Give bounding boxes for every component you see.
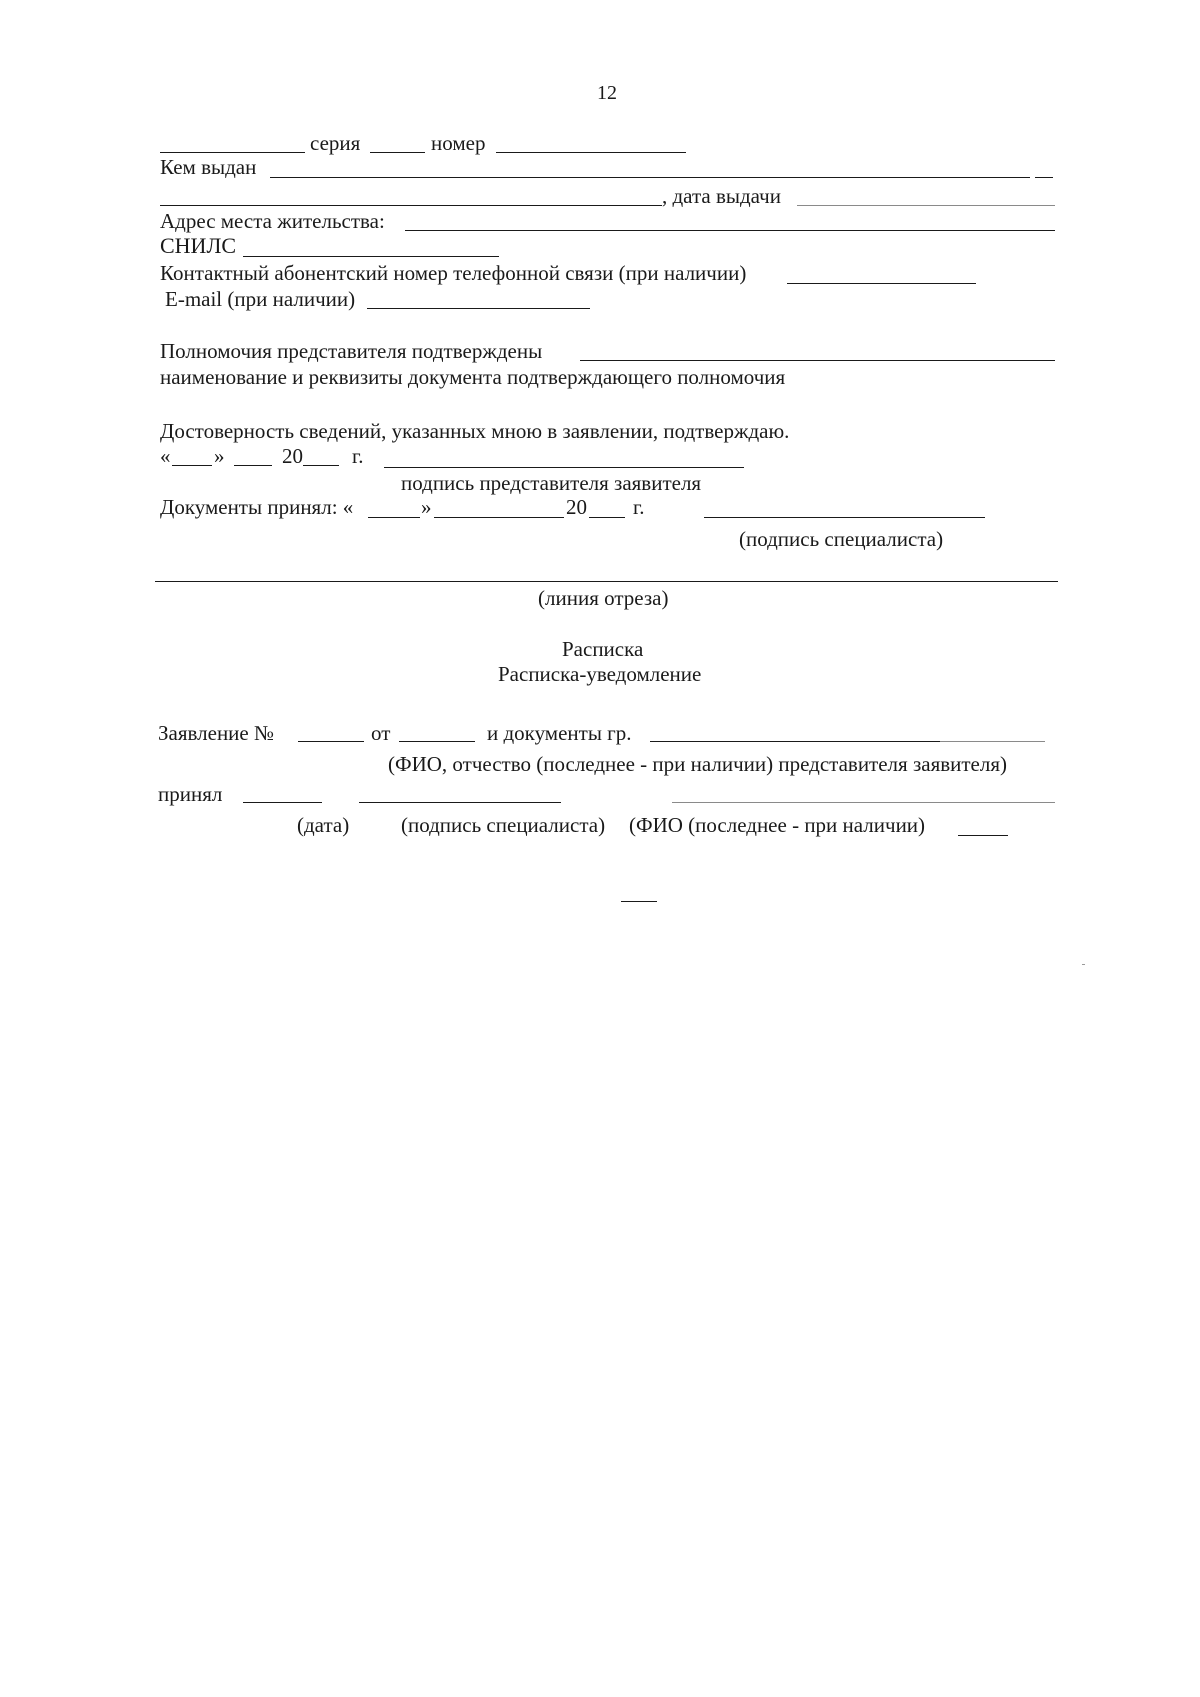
- confirmation-open-quote: «: [160, 444, 171, 468]
- received-year-blank[interactable]: [589, 517, 625, 518]
- number-label: номер: [431, 131, 486, 155]
- application-label: Заявление №: [158, 721, 275, 745]
- issued-by-blank[interactable]: [270, 177, 1030, 178]
- date-caption: (дата): [297, 813, 350, 837]
- address-blank[interactable]: [405, 230, 1055, 231]
- cut-line-caption: (линия отреза): [538, 586, 669, 610]
- authority-caption: наименование и реквизиты документа подтверждающего полномочия: [160, 365, 786, 389]
- confirmation-close-quote: »: [214, 444, 225, 468]
- accepted-fio-blank[interactable]: [672, 802, 1055, 803]
- confirmation-day-blank[interactable]: [172, 465, 212, 466]
- issued-by-label: Кем выдан: [160, 155, 257, 179]
- phone-label: Контактный абонентский номер телефонной связи (при наличии): [160, 261, 747, 285]
- specialist-signature-blank[interactable]: [704, 517, 985, 518]
- number-blank[interactable]: [496, 152, 686, 153]
- representative-signature-caption: подпись представителя заявителя: [401, 471, 702, 495]
- representative-signature-blank[interactable]: [384, 467, 744, 468]
- document-type-blank[interactable]: [160, 152, 305, 153]
- scan-speck: [1082, 964, 1085, 965]
- confirmation-month-blank[interactable]: [234, 465, 272, 466]
- cut-line: [155, 581, 1058, 582]
- received-year-prefix: 20: [566, 495, 587, 519]
- issue-date-label: , дата выдачи: [662, 184, 781, 208]
- series-blank[interactable]: [370, 152, 425, 153]
- application-date-blank[interactable]: [399, 741, 475, 742]
- accepted-label: принял: [158, 782, 223, 806]
- email-label: E-mail (при наличии): [165, 287, 356, 311]
- confirmation-text: Достоверность сведений, указанных мною в заявлении, подтверждаю.: [160, 419, 790, 443]
- phone-blank[interactable]: [787, 283, 976, 284]
- authority-label: Полномочия представителя подтверждены: [160, 339, 543, 363]
- received-close-quote: »: [421, 495, 432, 519]
- receipt-title: Расписка: [562, 637, 644, 661]
- email-blank[interactable]: [367, 308, 590, 309]
- fio-caption: (ФИО, отчество (последнее - при наличии) представителя заявителя): [388, 752, 1008, 776]
- from-label: от: [371, 721, 391, 745]
- confirmation-year-blank[interactable]: [303, 465, 339, 466]
- applicant-fio-blank[interactable]: [650, 741, 940, 742]
- applicant-fio-blank-tail: [940, 741, 1045, 742]
- snils-blank[interactable]: [243, 256, 499, 257]
- issued-by-blank-continued[interactable]: [160, 205, 662, 206]
- received-year-suffix: г.: [633, 495, 645, 519]
- application-number-blank[interactable]: [298, 741, 364, 742]
- documents-label: и документы гр.: [487, 721, 632, 745]
- accepted-date-blank[interactable]: [243, 802, 322, 803]
- received-month-blank[interactable]: [434, 517, 564, 518]
- confirmation-year-prefix: 20: [282, 444, 303, 468]
- snils-label: СНИЛС: [160, 233, 237, 258]
- received-day-blank[interactable]: [368, 517, 420, 518]
- issue-date-blank[interactable]: [797, 205, 1055, 206]
- receipt-fio-caption-blank: [958, 835, 1008, 836]
- series-label: серия: [310, 131, 361, 155]
- receipt-fio-caption: (ФИО (последнее - при наличии): [629, 813, 926, 837]
- confirmation-year-suffix: г.: [352, 444, 364, 468]
- received-label: Документы принял: «: [160, 495, 354, 519]
- page-number: 12: [597, 82, 617, 104]
- address-label: Адрес места жительства:: [160, 209, 385, 233]
- issued-by-blank-tail: [1035, 177, 1053, 178]
- accepted-signature-blank[interactable]: [359, 802, 561, 803]
- end-dash: [621, 901, 657, 902]
- receipt-subtitle: Расписка-уведомление: [498, 662, 702, 686]
- receipt-signature-caption: (подпись специалиста): [401, 813, 606, 837]
- specialist-signature-caption: (подпись специалиста): [739, 527, 944, 551]
- authority-blank[interactable]: [580, 360, 1055, 361]
